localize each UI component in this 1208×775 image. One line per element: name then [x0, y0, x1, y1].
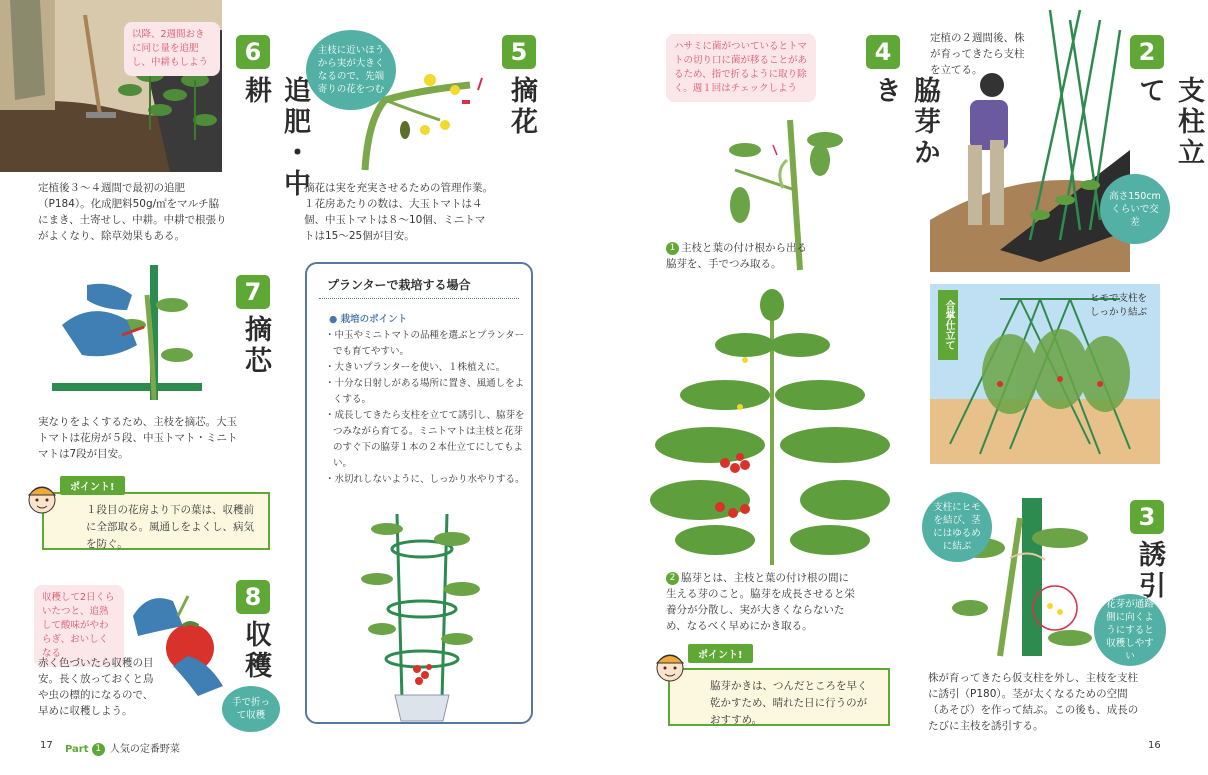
- s4-note: ハサミに菌がついているとトマトの切り口に菌が移ることがあるため、指で折るように取り除く。週１回はチェックしよう: [666, 34, 816, 102]
- topping-illustration: [52, 265, 202, 400]
- s5-bubble: 主枝に近いほうから実が大きくなるので、先端寄りの花をつむ: [306, 30, 396, 110]
- s8-title: 収穫: [240, 620, 271, 682]
- s3-bubble-2: 花芽が通路側に向くようにすると収穫しやすい: [1094, 594, 1166, 666]
- s3-title: 誘引: [1134, 540, 1165, 602]
- s6-note: 以降、2週間おきに同じ量を追肥し、中耕もしよう: [124, 22, 220, 76]
- planter-item: ・大きいプランターを使い、１株植えに。: [325, 362, 506, 373]
- staking-illustration: [930, 0, 1130, 272]
- s6-number: 6: [236, 35, 270, 69]
- point-box-left: [42, 492, 270, 550]
- s6-text: 定植後３～４週間で最初の追肥（P184）。化成肥料50g/㎡をマルチ脇にまき、土寄せし、中耕。中耕で根張りがよくなり、除草効果もある。: [38, 182, 227, 242]
- s4-title: 脇芽かき: [870, 76, 940, 169]
- s6-title: 追肥・中耕: [240, 76, 310, 200]
- s2-title: 支柱立て: [1134, 76, 1204, 169]
- planter-box: [305, 262, 533, 724]
- s2-text: 定植の２週間後、株が育ってきたら支柱を立てる。: [930, 32, 1025, 76]
- photo-tag: 合掌仕立て: [938, 290, 958, 360]
- s7-title: 摘芯: [240, 315, 271, 377]
- planter-item: ・中玉やミニトマトの品種を選ぶとプランターでも育てやすい。: [325, 330, 525, 357]
- planter-item: ・十分な日射しがある場所に置き、風通しをよくする。: [325, 378, 525, 405]
- planter-item: ・成長してきたら支柱を立てて誘引し、脇芽をつみながら育てる。ミニトマトは主枝と花芽のすぐ下の脇芽１本の２本仕立てにしてもよい。: [325, 410, 525, 469]
- planter-separator: [319, 298, 519, 299]
- s4-number: 4: [866, 35, 900, 69]
- planter-title: プランターで栽培する場合: [327, 278, 471, 292]
- planter-list: [325, 328, 525, 488]
- planter-tomato-illustration: [357, 499, 487, 721]
- s5-number: 5: [502, 35, 536, 69]
- page-number-right: 16: [1148, 740, 1161, 751]
- s4-caption-1: 1 主枝と葉の付け根から出る脇芽を、手でつみ取る。: [666, 242, 807, 270]
- point-right-tag: ポイント!: [688, 644, 753, 663]
- s7-text: 実なりをよくするため、主枝を摘芯。大玉トマトは花房が５段、中玉トマト・ミニトマトは7段が目安。: [38, 416, 238, 460]
- planter-subtitle: ● 栽培のポイント: [329, 314, 408, 325]
- point-left-tag: ポイント!: [60, 476, 125, 495]
- s8-bubble: 手で折って収穫: [222, 686, 280, 732]
- point-box-right: [668, 668, 890, 726]
- s2-number: 2: [1130, 35, 1164, 69]
- s5-title: 摘花: [506, 76, 537, 138]
- s2-bubble: 高さ150cmくらいで交差: [1100, 174, 1170, 244]
- s3-bubble-1: 支柱にヒモを結び、茎にはゆるめに結ぶ: [922, 492, 992, 562]
- s8-number: 8: [236, 580, 270, 614]
- s3-number: 3: [1130, 500, 1164, 534]
- page-number-left: 17: [40, 740, 53, 751]
- tomato-plant-illustration: [655, 285, 890, 565]
- advisor-avatar-right: [652, 646, 688, 686]
- point-right-text: 脇芽かきは、つんだところを早く乾かすため、晴れた日に行うのがおすすめ。: [710, 680, 868, 726]
- planter-item: ・水切れしないように、しっかり水やりする。: [325, 474, 525, 485]
- s3-text: 株が育ってきたら仮支柱を外し、主枝を支柱に誘引（P180）。茎が太くなるための空間（あそび）を作って結ぶ。この後も、成長のたびに主枝を誘引する。: [928, 672, 1139, 732]
- s5-text: 摘花は実を充実させるための管理作業。１花房あたりの数は、大玉トマトは４個、中玉トマトは８～10個、ミニトマトは15～25個が目安。: [304, 182, 493, 242]
- point-left-text: １段目の花房より下の葉は、収穫前に全部取る。風通しをよくし、病気を防ぐ。: [86, 504, 254, 550]
- photo-label: ヒモで支柱をしっかり結ぶ: [1090, 293, 1148, 318]
- advisor-avatar-left: [24, 478, 60, 518]
- s4-caption-2: 2 脇芽とは、主枝と葉の付け根の間に生える芽のこと。脇芽を成長させると栄養分が分散し、実が大きくならないため、なるべく早めにかき取る。: [666, 572, 855, 632]
- s7-number: 7: [236, 275, 270, 309]
- footer-left: Part 1 人気の定番野菜: [65, 744, 180, 755]
- s8-note: 収穫して2日くらいたつと、追熟して酸味がやわらぎ、おいしくなる: [34, 585, 124, 667]
- s8-text: 赤く色づいたら収穫の目安。長く放っておくと鳥や虫の標的になるので、早めに収穫しよう。: [38, 657, 154, 717]
